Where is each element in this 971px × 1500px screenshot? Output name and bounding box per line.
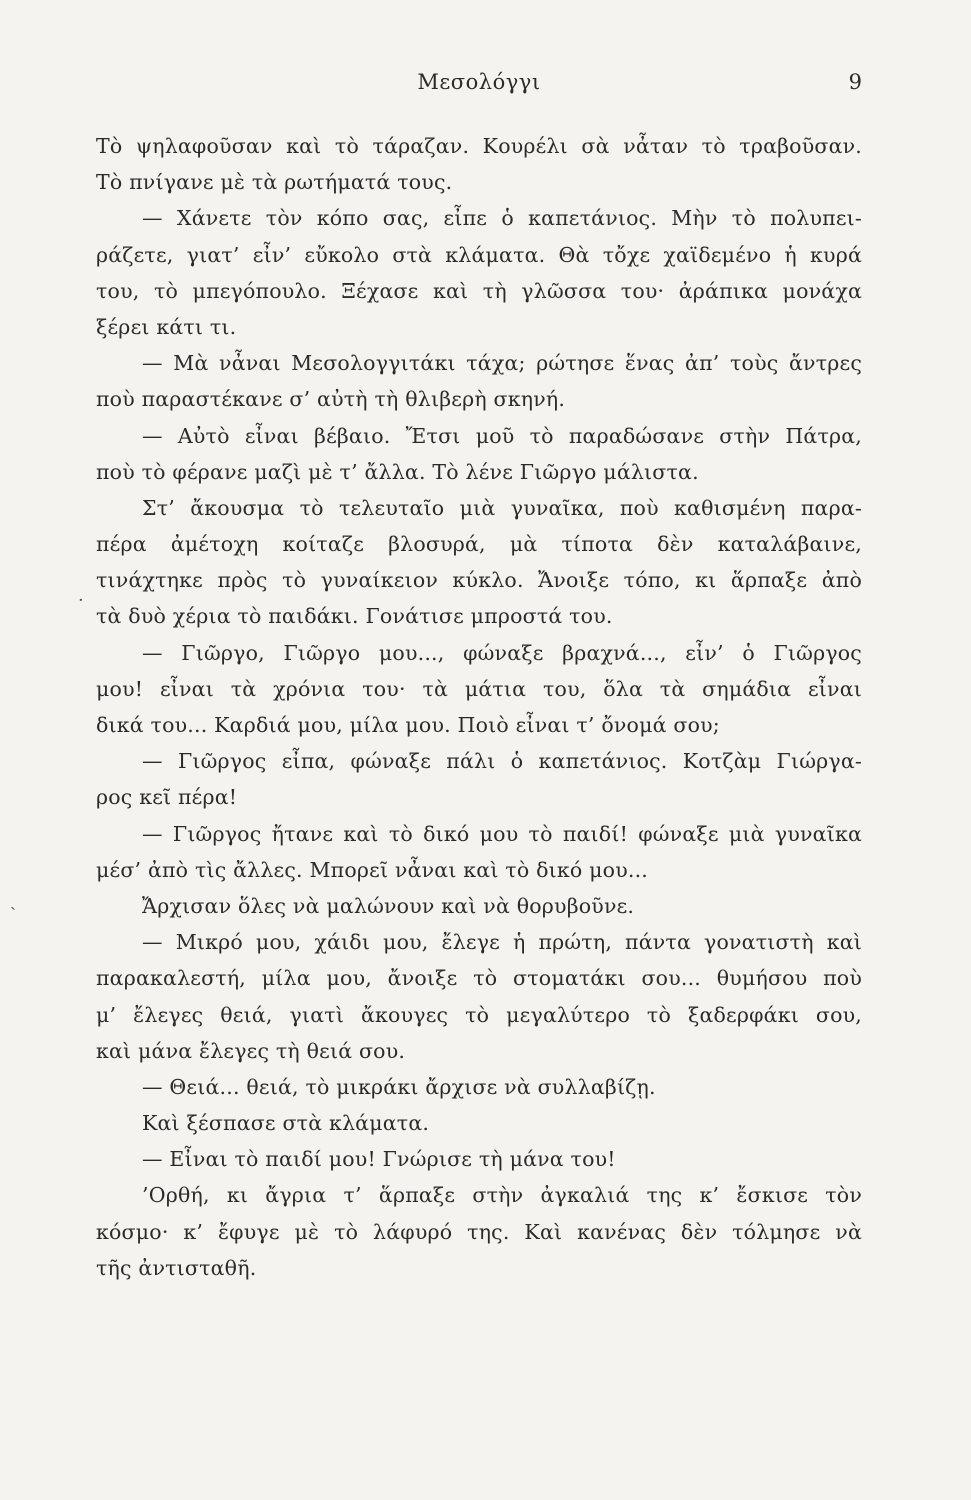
text-line: Καὶ ξέσπασε στὰ κλάματα. [142,1111,430,1136]
text-line: τὰ δυὸ χέρια τὸ παιδάκι. Γονάτισε μπροστά του. [96,604,613,629]
running-head [96,70,862,104]
text-line: — Μὰ νἆναι Μεσολογγιτάκι τάχα; ρώτησε ἕνας ἀπ’ τοὺς ἄντρες [142,351,862,376]
margin-speck: · [78,590,84,611]
text-line: Τὸ πνίγανε μὲ τὰ ρωτήματά τους. [96,170,453,195]
text-line: ράζετε, γιατ’ εἶν’ εὔκολο στὰ κλάματα. Θὰ τὄχε χαϊδεμένο ἡ κυρά [96,242,862,267]
text-line: — Γιῶργος ἤτανε καὶ τὸ δικό μου τὸ παιδί! φώναξε μιὰ γυναῖκα [142,821,862,846]
text-line: — Χάνετε τὸν κόπο σας, εἶπε ὁ καπετάνιος. Μὴν τὸ πολυπει- [142,206,862,231]
text-line: ποὺ τὸ φέρανε μαζὶ μὲ τ’ ἄλλα. Τὸ λένε Γιῶργο μάλιστα. [96,459,699,484]
text-line: — Θειά... θειά, τὸ μικράκι ἄρχισε νὰ συλλαβίζῃ. [142,1074,656,1099]
text-line: τινάχτηκε πρὸς τὸ γυναίκειον κύκλο. Ἄνοιξε τόπο, κι ἅρπαξε ἀπὸ [96,568,862,593]
text-line: του, τὸ μπεγόπουλο. Ξέχασε καὶ τὴ γλῶσσα του· ἀράπικα μονάχα [96,278,862,303]
text-line: — Εἶναι τὸ παιδί μου! Γνώρισε τὴ μάνα του! [142,1147,616,1172]
text-line: μ’ ἔλεγες θειά, γιατὶ ἄκουγες τὸ μεγαλύτερο τὸ ξαδερφάκι σου, [96,1002,862,1027]
running-title: Μεσολόγγι [417,70,541,94]
text-line: κόσμο· κ’ ἔφυγε μὲ τὸ λάφυρό της. Καὶ κανένας δὲν τόλμησε νὰ [96,1219,862,1244]
text-line: Ἄρχισαν ὅλες νὰ μαλώνουν καὶ νὰ θορυβοῦνε. [142,893,635,918]
text-line: τῆς ἀντισταθῆ. [96,1255,257,1280]
margin-speck: ˎ [10,890,16,911]
text-line: Στ’ ἄκουσμα τὸ τελευταῖο μιὰ γυναῖκα, ποὺ καθισμένη παρα- [142,495,862,520]
text-line: ξέρει κάτι τι. [96,314,237,339]
text-line: Τὸ ψηλαφοῦσαν καὶ τὸ τάραζαν. Κουρέλι σὰ νἆταν τὸ τραβοῦσαν. [96,134,862,158]
text-line: καὶ μάνα ἔλεγες τὴ θειά σου. [96,1038,406,1063]
text-line: — Αὐτὸ εἶναι βέβαιο. Ἔτσι μοῦ τὸ παραδώσανε στὴν Πάτρα, [142,423,862,448]
text-line: μου! εἶναι τὰ χρόνια του· τὰ μάτια του, ὅλα τὰ σημάδια εἶναι [96,676,862,701]
text-line: ρος κεῖ πέρα! [96,785,238,810]
text-line: μέσ’ ἀπὸ τὶς ἄλλες. Μπορεῖ νἆναι καὶ τὸ δικό μου... [96,857,649,882]
page-number: 9 [848,70,862,94]
body-text [96,128,862,1286]
text-line: ’Ορθή, κι ἄγρια τ’ ἅρπαξε στὴν ἀγκαλιά της κ’ ἔσκισε τὸν [142,1183,862,1208]
text-line: παρακαλεστή, μίλα μου, ἄνοιξε τὸ στοματάκι σου... θυμήσου ποὺ [96,966,862,991]
text-line: — Μικρό μου, χάιδι μου, ἔλεγε ἡ πρώτη, πάντα γονατιστὴ καὶ [142,930,862,955]
text-line: — Γιῶργος εἶπα, φώναξε πάλι ὁ καπετάνιος. Κοτζὰμ Γιώργα- [142,749,862,774]
text-line: δικά του... Καρδιά μου, μίλα μου. Ποιὸ εἶναι τ’ ὄνομά σου; [96,713,720,737]
text-line: πέρα ἀμέτοχη κοίταζε βλοσυρά, μὰ τίποτα δὲν καταλάβαινε, [96,532,862,557]
text-line: — Γιῶργο, Γιῶργο μου..., φώναξε βραχνά..., εἶν’ ὁ Γιῶργος [142,640,862,665]
text-line: ποὺ παραστέκανε σ’ αὐτὴ τὴ θλιβερὴ σκηνή. [96,387,566,412]
